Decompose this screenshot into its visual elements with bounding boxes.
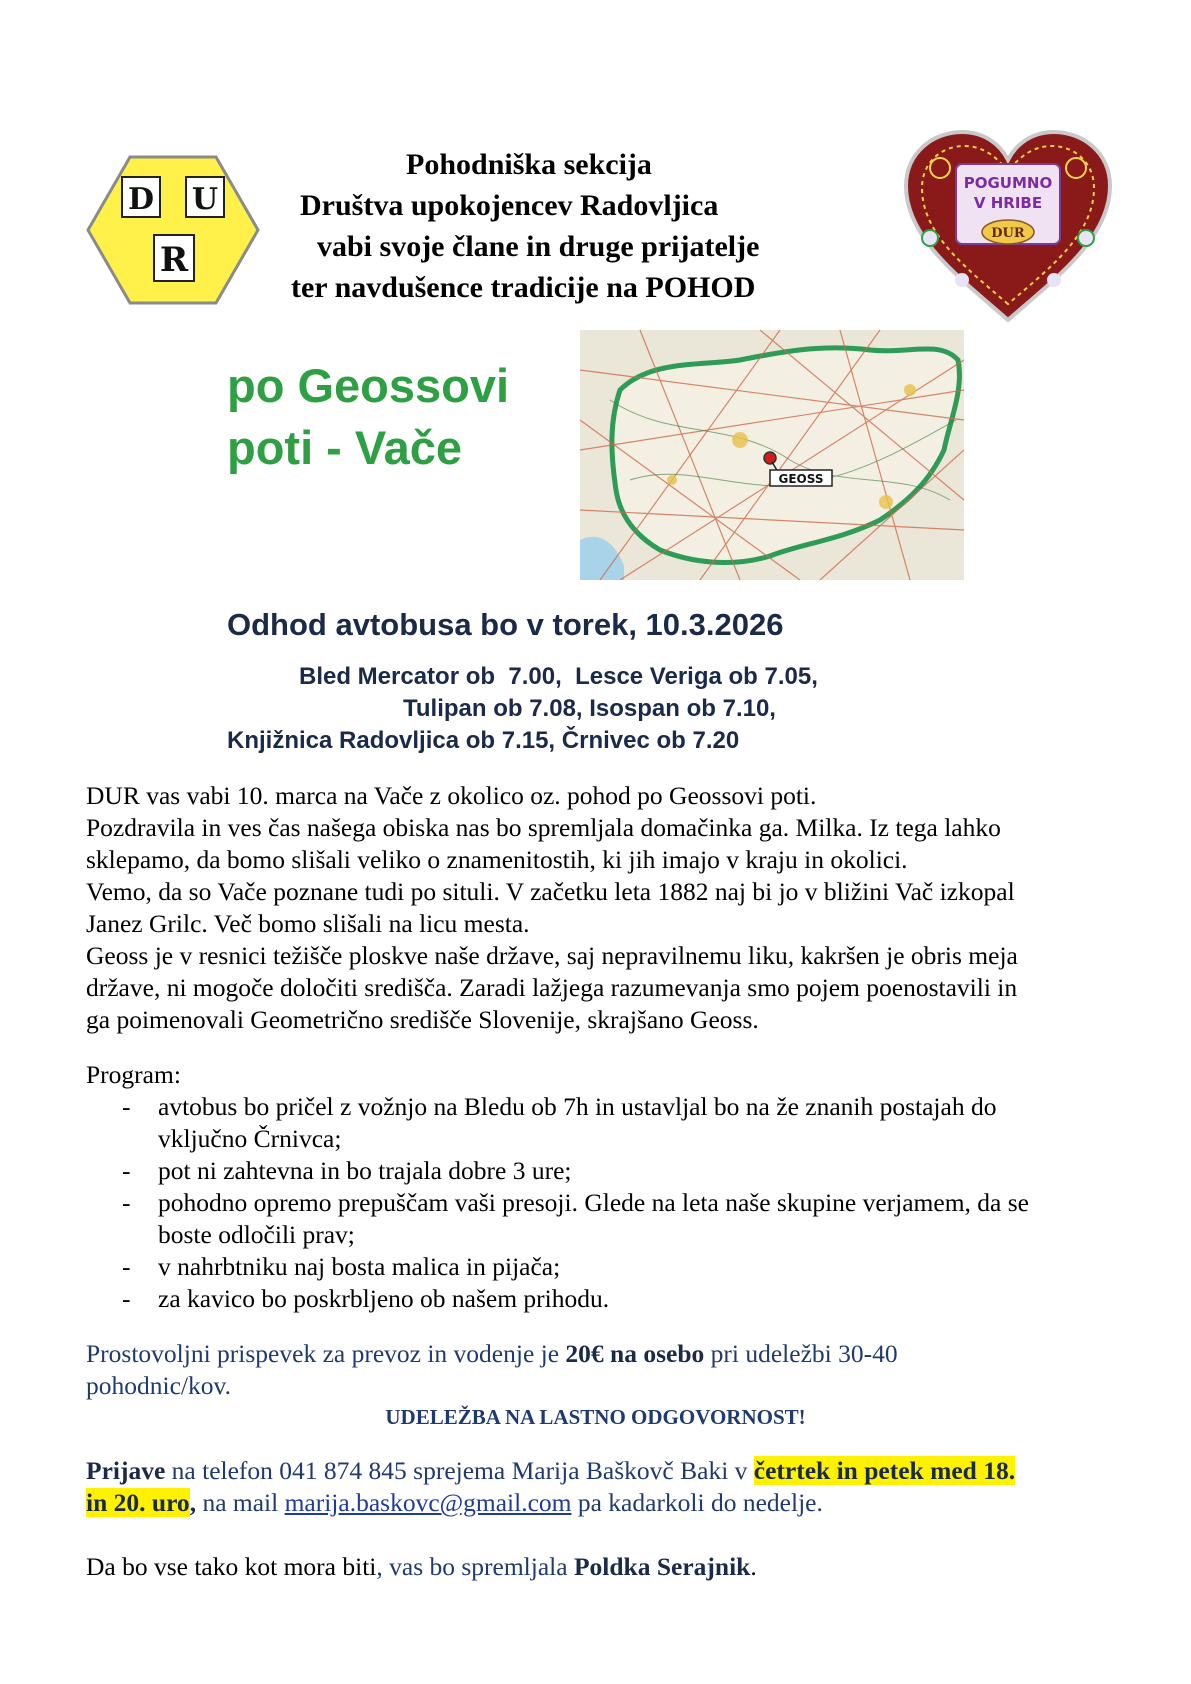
event-title-line-2: poti - Vače bbox=[227, 421, 463, 474]
signup-time-highlight: četrtek in petek med 18. bbox=[753, 1456, 1016, 1485]
heart-logo bbox=[900, 128, 1116, 328]
fee-amount: 20€ na osebo bbox=[565, 1339, 705, 1368]
signup-label: Prijave bbox=[86, 1456, 166, 1485]
geoss-marker-icon bbox=[764, 452, 776, 464]
svg-text:POGUMNO: POGUMNO bbox=[963, 174, 1053, 192]
program-label: Program: bbox=[86, 1060, 181, 1089]
closing-text: Da bo vse tako kot mora biti, vas bo spremljala Poldka Serajnik. bbox=[86, 1552, 757, 1581]
signup-text: Prijave na telefon 041 874 845 sprejema Marija Baškovč Baki v četrtek in petek med 18. in 20. uro, na mail marija.baskovc@gmail.com pa kadarkoli do nedelje. bbox=[86, 1456, 1016, 1517]
svg-text:U: U bbox=[191, 182, 219, 217]
body-line: države, ni mogoče določiti središča. Zaradi lažjega razumevanja smo pojem poenostavili in bbox=[86, 973, 1018, 1002]
program-item: - pohodno opremo prepuščam vaši presoji. Glede na leta naše skupine verjamem, da se boste odločili prav; bbox=[122, 1188, 1029, 1249]
gingerbread-heart-icon bbox=[900, 128, 1116, 328]
header-line-4: ter navdušence tradicije na POHOD bbox=[291, 271, 756, 304]
body-line: Pozdravila in ves čas našega obiska nas bo spremljala domačinka ga. Milka. Iz tega lahko bbox=[86, 813, 1001, 842]
body-line: ga poimenovali Geometrično središče Slovenije, skrajšano Geoss. bbox=[86, 1005, 759, 1034]
body-text bbox=[86, 780, 1126, 1036]
program-item: - za kavico bo poskrbljeno ob našem prihodu. bbox=[122, 1284, 610, 1313]
svg-text:D: D bbox=[127, 182, 155, 217]
departure-stops-3: Knjižnica Radovljica ob 7.15, Črnivec ob 7.20 bbox=[227, 727, 740, 754]
signup-time-highlight-2: in 20. uro bbox=[86, 1488, 190, 1517]
svg-text:R: R bbox=[159, 240, 189, 280]
dur-logo bbox=[86, 155, 260, 305]
program-item: - v nahrbtniku naj bosta malica in pijača; bbox=[122, 1252, 561, 1281]
svg-text:V HRIBE: V HRIBE bbox=[973, 194, 1043, 212]
event-title-line-1: po Geossovi bbox=[227, 359, 510, 412]
responsibility-warning: UDELEŽBA NA LASTNO ODGOVORNOST! bbox=[385, 1405, 806, 1429]
svg-text:GEOSS: GEOSS bbox=[778, 472, 824, 486]
body-line: DUR vas vabi 10. marca na Vače z okolico oz. pohod po Geossovi poti. bbox=[86, 781, 817, 810]
departure-heading: Odhod avtobusa bo v torek, 10.3.2026 bbox=[227, 607, 784, 642]
header-line-1: Pohodniška sekcija bbox=[406, 148, 652, 181]
fee-text: Prostovoljni prispevek za prevoz in vodenje je 20€ na osebo pri udeležbi 30-40 pohodnic/kov. bbox=[86, 1339, 898, 1400]
dur-hexagon-logo-icon bbox=[86, 155, 260, 305]
guide-name: Poldka Serajnik bbox=[573, 1552, 751, 1581]
slovenia-map bbox=[580, 330, 964, 580]
header-line-3: vabi svoje člane in druge prijatelje bbox=[317, 230, 760, 263]
program-list bbox=[86, 1091, 1126, 1315]
header-line-2: Društva upokojencev Radovljica bbox=[300, 189, 719, 222]
departure-stops-2: Tulipan ob 7.08, Isospan ob 7.10, bbox=[403, 695, 776, 722]
email-link[interactable]: marija.baskovc@gmail.com bbox=[284, 1488, 572, 1517]
program-item: - avtobus bo pričel z vožnjo na Bledu ob 7h in ustavljal bo na že znanih postajah do vključno Črnivca; bbox=[122, 1092, 997, 1153]
departure-stops-1: Bled Mercator ob 7.00, Lesce Veriga ob 7.05, bbox=[299, 663, 818, 690]
body-line: Vemo, da so Vače poznane tudi po situli. V začetku leta 1882 naj bi jo v bližini Vač izkopal bbox=[86, 877, 1015, 906]
body-line: Janez Grilc. Več bomo slišali na licu mesta. bbox=[86, 909, 530, 938]
body-line: sklepamo, da bomo slišali veliko o znamenitostih, ki jih imajo v kraju in okolici. bbox=[86, 845, 908, 874]
program-item: - pot ni zahtevna in bo trajala dobre 3 ure; bbox=[122, 1156, 572, 1185]
svg-text:DUR: DUR bbox=[991, 226, 1025, 241]
body-line: Geoss je v resnici težišče ploskve naše države, saj nepravilnemu liku, kakršen je obris meja bbox=[86, 941, 1018, 970]
map-image-icon bbox=[580, 330, 964, 580]
